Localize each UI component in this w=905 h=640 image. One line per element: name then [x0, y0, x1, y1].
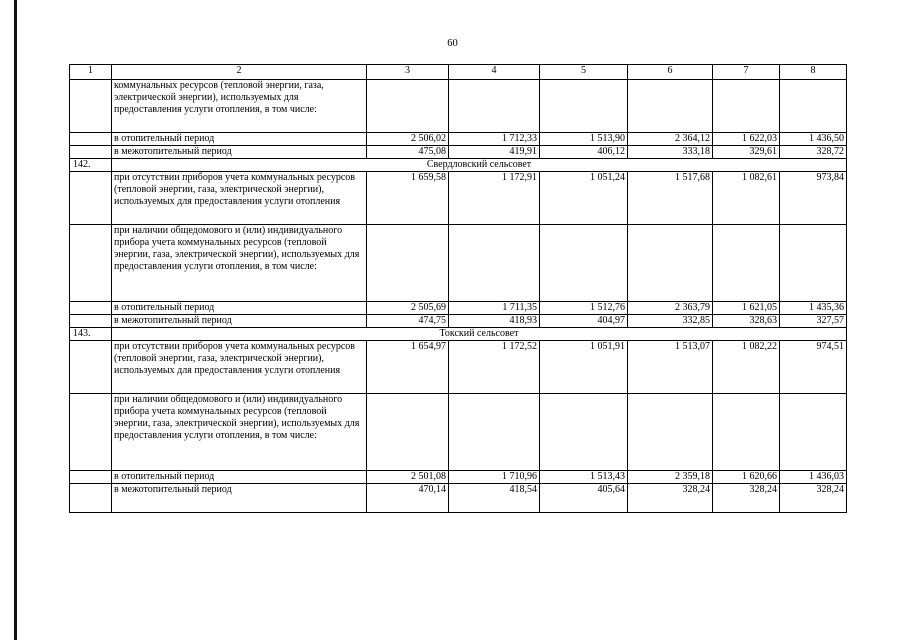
value-cell: 1 051,24	[540, 172, 628, 225]
value-cell: 1 654,97	[367, 341, 449, 394]
value-cell	[449, 225, 540, 302]
value-cell: 475,08	[367, 146, 449, 159]
value-cell: 1 711,35	[449, 302, 540, 315]
header-cell: 6	[628, 65, 713, 80]
header-cell: 3	[367, 65, 449, 80]
table-row	[70, 225, 847, 302]
value-cell: 1 082,22	[713, 341, 780, 394]
header-cell: 7	[713, 65, 780, 80]
table-row	[70, 172, 847, 225]
value-cell: 418,54	[449, 484, 540, 513]
value-cell	[540, 225, 628, 302]
row-description: при наличии общедомового и (или) индивидуального прибора учета коммунальных ресурсов (тепловой энергии, газа, электрической энергии), используемых для предоставления услуги отопления, в том числе:	[112, 225, 367, 302]
table-row	[70, 341, 847, 394]
value-cell: 405,64	[540, 484, 628, 513]
value-cell: 418,93	[449, 315, 540, 328]
value-cell: 1 710,96	[449, 471, 540, 484]
value-cell	[780, 80, 847, 133]
value-cell: 1 621,05	[713, 302, 780, 315]
value-cell	[449, 80, 540, 133]
row-description: в межотопительный период	[112, 315, 367, 328]
value-cell: 328,24	[780, 484, 847, 513]
row-description: при отсутствии приборов учета коммунальных ресурсов (тепловой энергии, газа, электрической энергии), используемых для предоставления услуги отопления	[112, 172, 367, 225]
value-cell	[780, 225, 847, 302]
value-cell: 329,61	[713, 146, 780, 159]
value-cell: 328,72	[780, 146, 847, 159]
value-cell	[628, 394, 713, 471]
row-number	[70, 225, 112, 302]
table-row	[70, 302, 847, 315]
value-cell	[367, 225, 449, 302]
header-cell: 8	[780, 65, 847, 80]
value-cell: 1 513,90	[540, 133, 628, 146]
value-cell: 406,12	[540, 146, 628, 159]
value-cell: 973,84	[780, 172, 847, 225]
row-description: в межотопительный период	[112, 484, 367, 513]
value-cell: 1 659,58	[367, 172, 449, 225]
section-number: 142.	[70, 159, 112, 172]
header-row	[70, 65, 847, 80]
table-row	[70, 146, 847, 159]
table-row	[70, 394, 847, 471]
row-description: в отопительный период	[112, 133, 367, 146]
table-row	[70, 471, 847, 484]
value-cell: 2 506,02	[367, 133, 449, 146]
tariff-table	[69, 64, 847, 513]
value-cell: 328,24	[628, 484, 713, 513]
value-cell: 1 517,68	[628, 172, 713, 225]
value-cell: 474,75	[367, 315, 449, 328]
table-row	[70, 484, 847, 513]
header-cell: 4	[449, 65, 540, 80]
row-description: при отсутствии приборов учета коммунальных ресурсов (тепловой энергии, газа, электрической энергии), используемых для предоставления услуги отопления	[112, 341, 367, 394]
page-edge-bar	[14, 0, 17, 640]
section-title: Свердловский сельсовет	[112, 159, 847, 172]
value-cell: 1 172,91	[449, 172, 540, 225]
value-cell: 327,57	[780, 315, 847, 328]
value-cell: 2 505,69	[367, 302, 449, 315]
header-cell: 2	[112, 65, 367, 80]
header-cell: 5	[540, 65, 628, 80]
row-number	[70, 146, 112, 159]
value-cell: 1 435,36	[780, 302, 847, 315]
value-cell: 333,18	[628, 146, 713, 159]
section-row	[70, 159, 847, 172]
row-number	[70, 484, 112, 513]
value-cell: 419,91	[449, 146, 540, 159]
value-cell: 1 436,50	[780, 133, 847, 146]
value-cell: 1 620,66	[713, 471, 780, 484]
value-cell	[367, 394, 449, 471]
value-cell: 1 513,07	[628, 341, 713, 394]
value-cell	[628, 80, 713, 133]
value-cell	[540, 80, 628, 133]
value-cell: 1 082,61	[713, 172, 780, 225]
row-number	[70, 302, 112, 315]
value-cell	[540, 394, 628, 471]
row-number	[70, 394, 112, 471]
row-description: в межотопительный период	[112, 146, 367, 159]
row-number	[70, 471, 112, 484]
value-cell	[449, 394, 540, 471]
section-row	[70, 328, 847, 341]
value-cell: 1 622,03	[713, 133, 780, 146]
table-row	[70, 133, 847, 146]
value-cell	[713, 394, 780, 471]
table-row	[70, 315, 847, 328]
value-cell: 1 172,52	[449, 341, 540, 394]
value-cell	[713, 80, 780, 133]
value-cell: 328,24	[713, 484, 780, 513]
value-cell: 2 501,08	[367, 471, 449, 484]
row-description: в отопительный период	[112, 471, 367, 484]
value-cell	[367, 80, 449, 133]
value-cell: 2 359,18	[628, 471, 713, 484]
value-cell: 2 364,12	[628, 133, 713, 146]
page-number: 60	[447, 38, 458, 49]
value-cell: 332,85	[628, 315, 713, 328]
value-cell: 1 513,43	[540, 471, 628, 484]
value-cell: 1 051,91	[540, 341, 628, 394]
value-cell: 974,51	[780, 341, 847, 394]
value-cell	[780, 394, 847, 471]
row-number	[70, 341, 112, 394]
row-description: при наличии общедомового и (или) индивидуального прибора учета коммунальных ресурсов (тепловой энергии, газа, электрической энергии), используемых для предоставления услуги отопления, в том числе:	[112, 394, 367, 471]
value-cell: 1 712,33	[449, 133, 540, 146]
row-number	[70, 133, 112, 146]
value-cell: 404,97	[540, 315, 628, 328]
value-cell: 328,63	[713, 315, 780, 328]
value-cell: 2 363,79	[628, 302, 713, 315]
row-description: в отопительный период	[112, 302, 367, 315]
value-cell: 1 436,03	[780, 471, 847, 484]
row-number	[70, 315, 112, 328]
row-number	[70, 80, 112, 133]
row-description: коммунальных ресурсов (тепловой энергии, газа, электрической энергии), используемых для предоставления услуги отопления, в том числе:	[112, 80, 367, 133]
value-cell: 470,14	[367, 484, 449, 513]
value-cell	[713, 225, 780, 302]
table-row	[70, 80, 847, 133]
value-cell	[628, 225, 713, 302]
header-cell: 1	[70, 65, 112, 80]
section-title: Токский сельсовет	[112, 328, 847, 341]
value-cell: 1 512,76	[540, 302, 628, 315]
row-number	[70, 172, 112, 225]
section-number: 143.	[70, 328, 112, 341]
